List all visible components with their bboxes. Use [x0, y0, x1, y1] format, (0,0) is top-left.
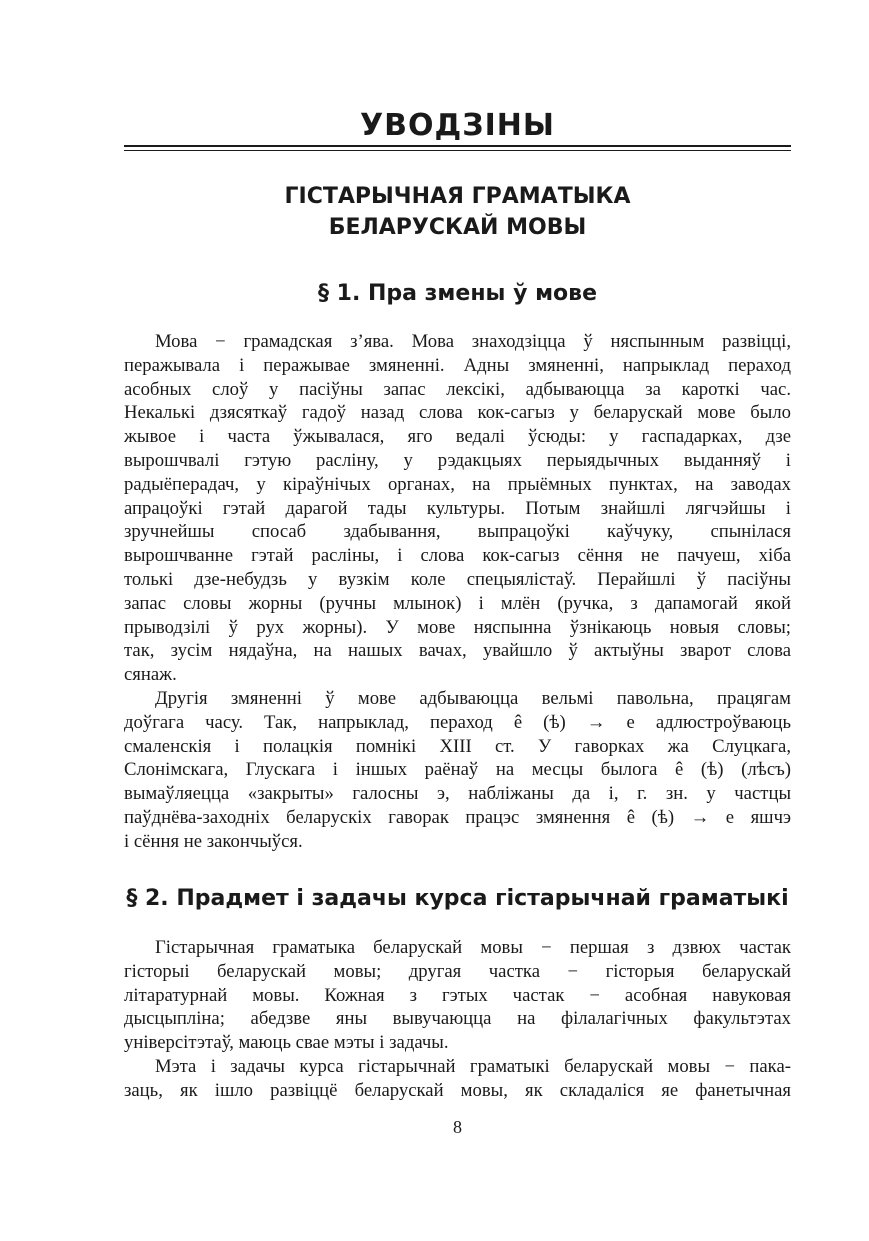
section-title-line-2: БЕЛАРУСКАЙ МОВЫ: [328, 215, 587, 240]
paragraph-2-body: [124, 936, 791, 1103]
page-number: 8: [453, 1117, 462, 1137]
text-line: вымаўляецца «закрыты» галосны э, набліжаны да і, г. зн. у частцы: [124, 783, 791, 805]
chapter-title: УВОДЗІНЫ: [360, 108, 555, 143]
text-line: Некалькі дзясяткаў гадоў назад слова кок-сагыз у беларускай мове было: [124, 402, 791, 424]
text-line: паўднёва-заходніх беларускіх гаворак працэс змянення ê (ѣ) → е яшчэ: [124, 806, 791, 828]
text-line: універсітэтаў, маюць свае мэты і задачы.: [124, 1032, 449, 1054]
text-line: і сёння не закончыўся.: [124, 830, 303, 852]
text-line: Гістарычная граматыка беларускай мовы − першая з дзвюх частак: [155, 937, 791, 958]
text-line: доўгага часу. Так, напрыклад, пераход ê (ѣ) → е адлюстроўваюць: [124, 711, 791, 733]
text-line: так, зусім нядаўна, на нашых вачах, увайшло ў актыўны зварот слова: [124, 640, 791, 662]
text-line: Мэта і задачы курса гістарычнай граматыкі беларускай мовы − пака-: [155, 1055, 791, 1077]
text-line: Другія змяненні ў мове адбываюцца вельмі павольна, працягам: [155, 687, 791, 709]
text-line: толькі дзе-небудзь у вузкім коле спецыялістаў. Перайшлі ў пасіўны: [124, 568, 791, 590]
text-line: смаленскія і полацкія помнікі XIII ст. У гаворках жа Слуцкага,: [124, 735, 791, 757]
text-line: літаратурнай мовы. Кожная з гэтых частак − асобная навуковая: [124, 984, 791, 1006]
text-line: апрацоўкі гэтай дарагой тады культуры. Потым знайшлі лягчэйшы і: [124, 497, 791, 519]
text-line: асобных слоў у пасіўны запас лексікі, адбываюцца за кароткі час.: [124, 378, 791, 400]
text-line: гісторыі беларускай мовы; другая частка − гісторыя беларускай: [124, 960, 791, 982]
text-line: вырошчвалі гэтую расліну, у рэдакцыях перыядычных выданняў і: [124, 449, 791, 471]
title-rule-thick: [124, 145, 791, 147]
text-line: радыёперадач, у кіраўнічых органах, на прыёмных пунктах, на заводах: [124, 473, 791, 495]
text-line: дысцыпліна; абедзве яны вывучаюцца на філалагічных факультэтах: [124, 1008, 791, 1030]
text-line: прыводзілі ў рух жорны). У мове няспынна ўзнікаюць новыя словы;: [124, 616, 791, 638]
text-line: зручнейшы спосаб здабывання, выпрацоўкі каўчуку, спынілася: [124, 521, 791, 543]
text-line: Слонімскага, Глускага і іншых раёнаў на месцы былога ê (ѣ) (лѣсъ): [124, 759, 791, 781]
paragraph-1-body: [124, 330, 791, 854]
text-line: перажывала і перажывае змяненні. Адны змяненні, напрыклад пераход: [124, 354, 791, 376]
text-line: заць, як ішло развіццё беларускай мовы, як складаліся яе фанетычная: [124, 1079, 791, 1101]
title-rule-thin: [124, 150, 791, 151]
paragraph-1-title: § 1. Пра змены ў мове: [317, 281, 598, 306]
paragraph-2-title: § 2. Прадмет і задачы курса гістарычнай граматыкі: [126, 886, 789, 911]
section-title-line-1: ГІСТАРЫЧНАЯ ГРАМАТЫКА: [284, 184, 631, 209]
text-line: Мова − грамадская з’ява. Мова знаходзіцца ў няспынным развіцці,: [155, 331, 791, 352]
text-line: запас словы жорны (ручны млынок) і млён (ручка, з дапамогай якой: [124, 592, 791, 614]
text-line: вырошчванне гэтай расліны, і слова кок-сагыз сёння не пачуеш, хіба: [124, 545, 791, 567]
text-line: сянаж.: [124, 664, 177, 686]
text-line: жывое і часта ўжывалася, яго ведалі ўсюды: у гаспадарках, дзе: [124, 426, 791, 448]
